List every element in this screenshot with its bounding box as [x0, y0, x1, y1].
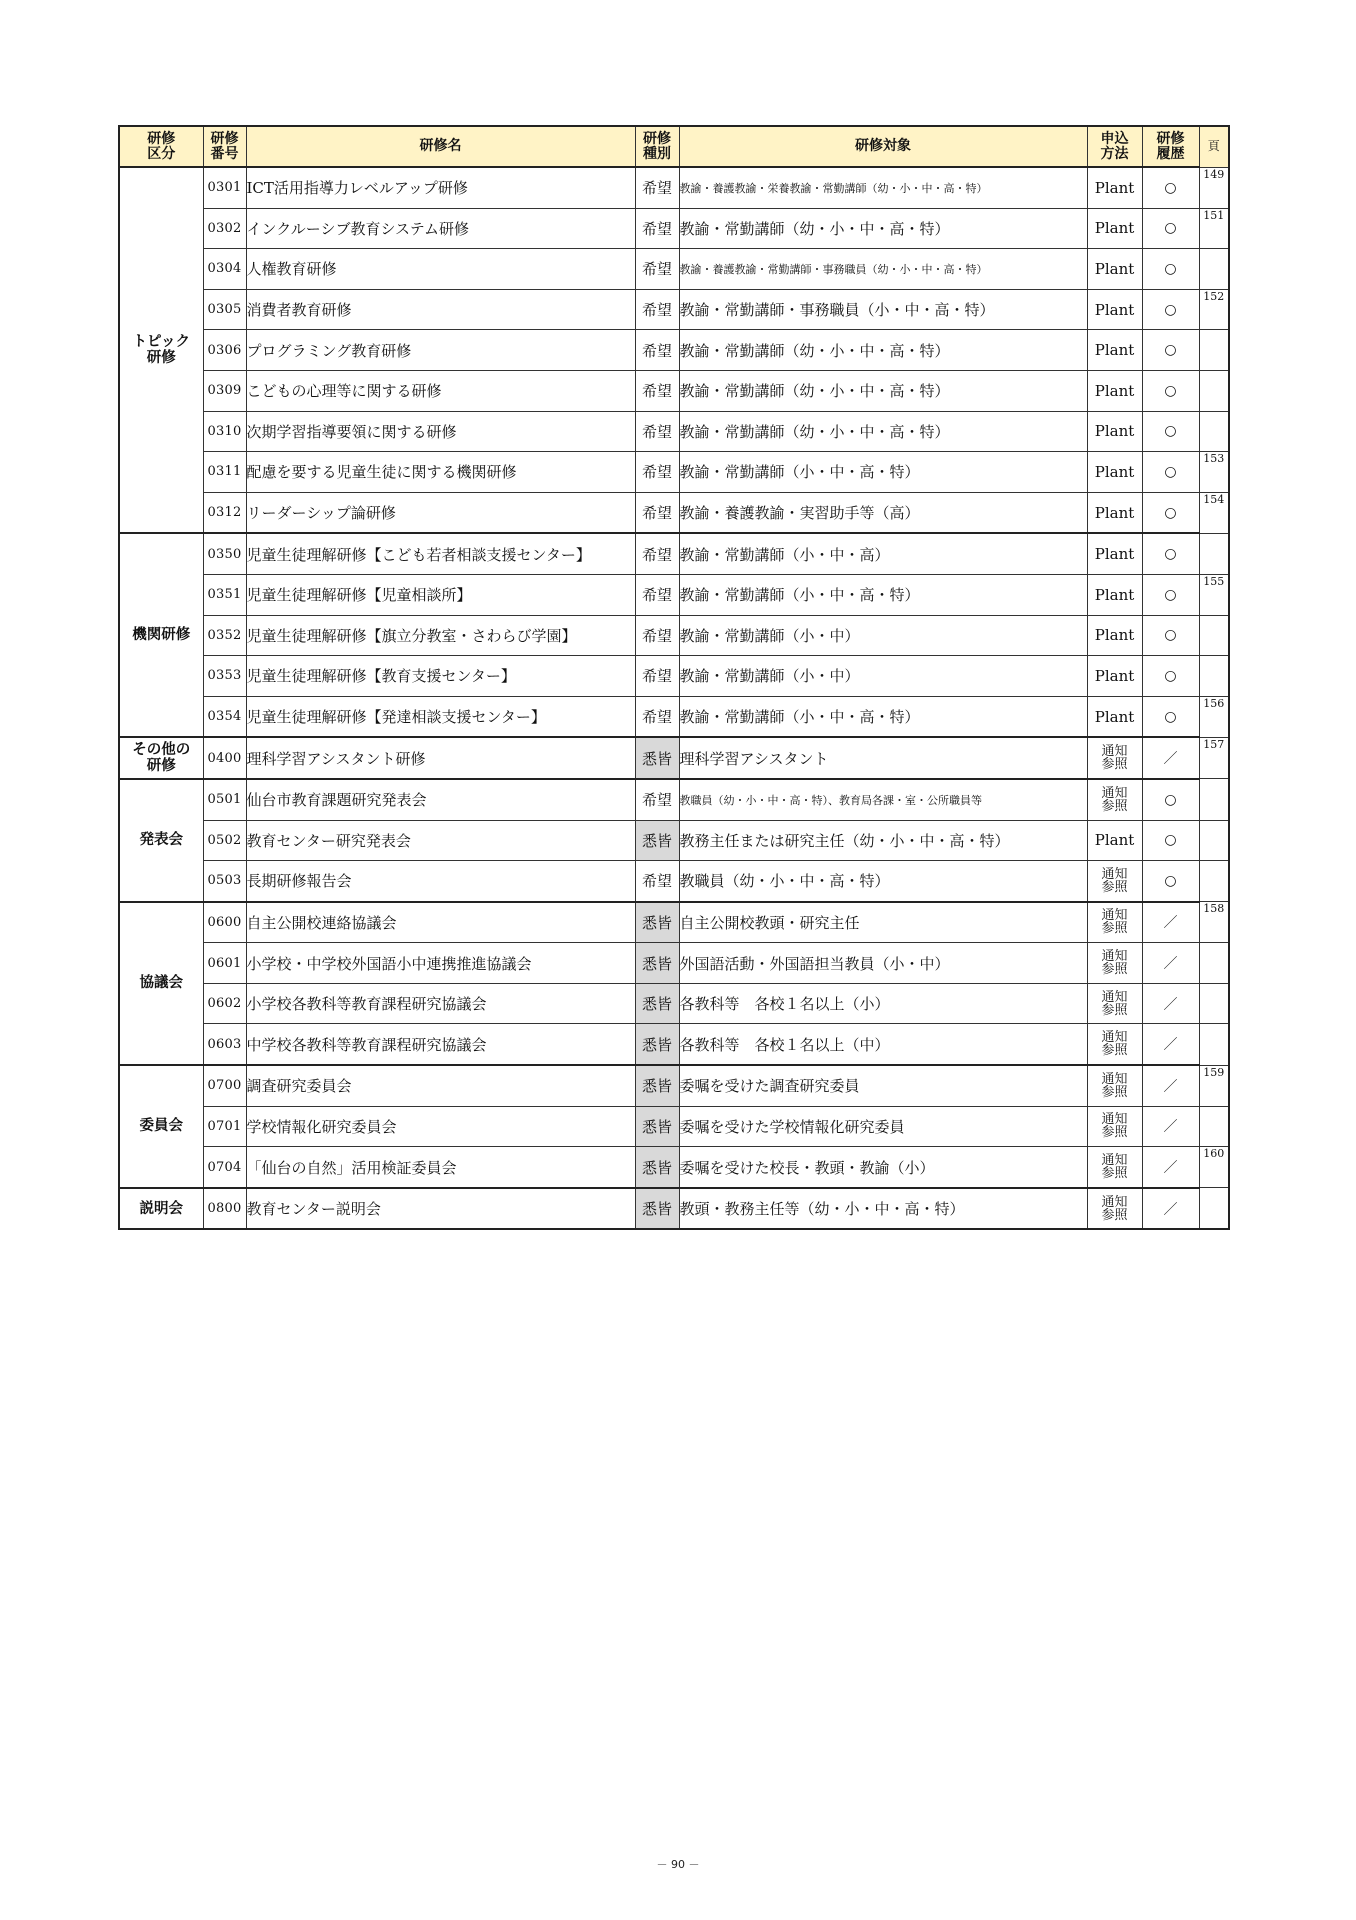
training-kind: 悉皆 — [635, 1147, 679, 1188]
header-target: 研修対象 — [679, 126, 1087, 167]
training-target: 各教科等 各校１名以上（小） — [679, 983, 1087, 1024]
application-method: 通知 参照 — [1087, 1024, 1142, 1065]
application-method: Plant — [1087, 167, 1142, 208]
application-method: Plant — [1087, 492, 1142, 533]
history-mark: ○ — [1142, 330, 1199, 371]
table-row — [119, 330, 1229, 371]
training-name: 児童生徒理解研修【児童相談所】 — [246, 574, 635, 615]
training-code: 0352 — [203, 615, 246, 656]
training-code: 0354 — [203, 696, 246, 737]
training-kind: 希望 — [635, 208, 679, 249]
training-code: 0400 — [203, 737, 246, 779]
history-mark: ○ — [1142, 208, 1199, 249]
training-name: 小学校・中学校外国語小中連携推進協議会 — [246, 943, 635, 984]
training-target: 委嘱を受けた校長・教頭・教諭（小） — [679, 1147, 1087, 1188]
page-ref: 153 — [1199, 452, 1229, 493]
history-mark: ○ — [1142, 696, 1199, 737]
header-method: 申込 方法 — [1087, 126, 1142, 167]
page-ref — [1199, 656, 1229, 697]
page-ref: 151 — [1199, 208, 1229, 249]
training-name: プログラミング教育研修 — [246, 330, 635, 371]
training-name: ICT活用指導力レベルアップ研修 — [246, 167, 635, 208]
page-ref: 158 — [1199, 902, 1229, 943]
page-ref: 155 — [1199, 574, 1229, 615]
training-name: 理科学習アシスタント研修 — [246, 737, 635, 779]
table-row — [119, 737, 1229, 779]
training-kind: 希望 — [635, 289, 679, 330]
training-name: 自主公開校連絡協議会 — [246, 902, 635, 943]
application-method: Plant — [1087, 615, 1142, 656]
page-ref: 154 — [1199, 492, 1229, 533]
training-code: 0502 — [203, 820, 246, 861]
training-code: 0350 — [203, 533, 246, 574]
category-cell-happyo: 発表会 — [119, 779, 203, 902]
training-code: 0310 — [203, 411, 246, 452]
table-row — [119, 779, 1229, 820]
history-mark: ○ — [1142, 779, 1199, 820]
training-name: こどもの心理等に関する研修 — [246, 370, 635, 411]
history-mark: ／ — [1142, 1106, 1199, 1147]
training-target: 委嘱を受けた調査研究委員 — [679, 1065, 1087, 1106]
training-name: 中学校各教科等教育課程研究協議会 — [246, 1024, 635, 1065]
training-kind: 悉皆 — [635, 1024, 679, 1065]
history-mark: ○ — [1142, 656, 1199, 697]
page-ref — [1199, 1106, 1229, 1147]
table-row — [119, 1188, 1229, 1230]
page-ref: 156 — [1199, 696, 1229, 737]
table-row — [119, 411, 1229, 452]
page-ref — [1199, 330, 1229, 371]
training-kind: 悉皆 — [635, 737, 679, 779]
history-mark: ○ — [1142, 289, 1199, 330]
application-method: 通知 参照 — [1087, 779, 1142, 820]
training-kind: 希望 — [635, 370, 679, 411]
training-kind: 希望 — [635, 492, 679, 533]
application-method: Plant — [1087, 696, 1142, 737]
training-kind: 希望 — [635, 330, 679, 371]
application-method: 通知 参照 — [1087, 902, 1142, 943]
training-code: 0501 — [203, 779, 246, 820]
training-target: 教諭・常勤講師（幼・小・中・高・特） — [679, 208, 1087, 249]
training-target: 教諭・常勤講師（幼・小・中・高・特） — [679, 330, 1087, 371]
application-method: Plant — [1087, 656, 1142, 697]
training-code: 0353 — [203, 656, 246, 697]
table-row — [119, 1065, 1229, 1106]
training-target: 教諭・常勤講師（小・中・高・特） — [679, 696, 1087, 737]
training-code: 0302 — [203, 208, 246, 249]
training-name: 児童生徒理解研修【発達相談支援センター】 — [246, 696, 635, 737]
history-mark: ○ — [1142, 820, 1199, 861]
category-cell-kyogi: 協議会 — [119, 902, 203, 1065]
page-ref: 149 — [1199, 167, 1229, 208]
training-code: 0304 — [203, 249, 246, 290]
training-code: 0603 — [203, 1024, 246, 1065]
header-history: 研修 履歴 — [1142, 126, 1199, 167]
header-code: 研修 番号 — [203, 126, 246, 167]
training-code: 0600 — [203, 902, 246, 943]
training-code: 0312 — [203, 492, 246, 533]
training-name: 教育センター説明会 — [246, 1188, 635, 1230]
training-target: 教職員（幼・小・中・高・特）、教育局各課・室・公所職員等 — [679, 779, 1087, 820]
history-mark: ○ — [1142, 249, 1199, 290]
table-row — [119, 249, 1229, 290]
training-code: 0704 — [203, 1147, 246, 1188]
page-ref — [1199, 820, 1229, 861]
application-method: 通知 参照 — [1087, 1147, 1142, 1188]
application-method: Plant — [1087, 452, 1142, 493]
training-code: 0700 — [203, 1065, 246, 1106]
application-method: 通知 参照 — [1087, 861, 1142, 902]
training-target: 教諭・常勤講師（小・中） — [679, 615, 1087, 656]
training-target: 教務主任または研究主任（幼・小・中・高・特） — [679, 820, 1087, 861]
page-ref — [1199, 370, 1229, 411]
table-body — [119, 167, 1229, 1229]
training-kind: 希望 — [635, 411, 679, 452]
training-kind: 希望 — [635, 656, 679, 697]
history-mark: ／ — [1142, 943, 1199, 984]
training-name: 配慮を要する児童生徒に関する機関研修 — [246, 452, 635, 493]
training-name: 人権教育研修 — [246, 249, 635, 290]
page-ref — [1199, 615, 1229, 656]
training-target: 各教科等 各校１名以上（中） — [679, 1024, 1087, 1065]
page-ref — [1199, 411, 1229, 452]
training-target: 委嘱を受けた学校情報化研究委員 — [679, 1106, 1087, 1147]
training-code: 0306 — [203, 330, 246, 371]
training-name: 次期学習指導要領に関する研修 — [246, 411, 635, 452]
training-name: インクルーシブ教育システム研修 — [246, 208, 635, 249]
application-method: 通知 参照 — [1087, 1065, 1142, 1106]
training-name: 消費者教育研修 — [246, 289, 635, 330]
training-code: 0311 — [203, 452, 246, 493]
history-mark: ○ — [1142, 370, 1199, 411]
application-method: Plant — [1087, 533, 1142, 574]
training-code: 0701 — [203, 1106, 246, 1147]
training-name: 仙台市教育課題研究発表会 — [246, 779, 635, 820]
page-ref: 157 — [1199, 737, 1229, 779]
training-target: 理科学習アシスタント — [679, 737, 1087, 779]
training-name: 長期研修報告会 — [246, 861, 635, 902]
training-kind: 悉皆 — [635, 943, 679, 984]
training-kind: 希望 — [635, 696, 679, 737]
application-method: Plant — [1087, 411, 1142, 452]
training-kind: 希望 — [635, 861, 679, 902]
training-name: 教育センター研究発表会 — [246, 820, 635, 861]
application-method: 通知 参照 — [1087, 1106, 1142, 1147]
category-cell-topic: トピック 研修 — [119, 167, 203, 533]
training-kind: 悉皆 — [635, 1106, 679, 1147]
training-target: 教諭・常勤講師（小・中・高） — [679, 533, 1087, 574]
header-category: 研修 区分 — [119, 126, 203, 167]
training-kind: 希望 — [635, 452, 679, 493]
page-ref — [1199, 1024, 1229, 1065]
application-method: Plant — [1087, 574, 1142, 615]
page-ref — [1199, 1188, 1229, 1230]
training-name: リーダーシップ論研修 — [246, 492, 635, 533]
application-method: Plant — [1087, 330, 1142, 371]
training-target: 外国語活動・外国語担当教員（小・中） — [679, 943, 1087, 984]
table-row — [119, 902, 1229, 943]
table-row — [119, 1147, 1229, 1188]
header-row — [119, 126, 1229, 167]
category-cell-other: その他の 研修 — [119, 737, 203, 779]
header-page: 頁 — [1199, 126, 1229, 167]
training-kind: 希望 — [635, 167, 679, 208]
training-code: 0309 — [203, 370, 246, 411]
training-code: 0602 — [203, 983, 246, 1024]
training-target: 教諭・常勤講師（幼・小・中・高・特） — [679, 370, 1087, 411]
table-row — [119, 615, 1229, 656]
training-kind: 悉皆 — [635, 1065, 679, 1106]
page-number-footer: － 90 － — [656, 1858, 700, 1871]
training-code: 0800 — [203, 1188, 246, 1230]
training-kind: 希望 — [635, 615, 679, 656]
page-ref — [1199, 983, 1229, 1024]
table-row — [119, 452, 1229, 493]
table-row — [119, 983, 1229, 1024]
training-target: 教頭・教務主任等（幼・小・中・高・特） — [679, 1188, 1087, 1230]
training-table — [118, 125, 1230, 1230]
page-ref — [1199, 779, 1229, 820]
table-row — [119, 820, 1229, 861]
training-name: 調査研究委員会 — [246, 1065, 635, 1106]
application-method: 通知 参照 — [1087, 737, 1142, 779]
table-row — [119, 656, 1229, 697]
training-kind: 希望 — [635, 779, 679, 820]
table-row — [119, 861, 1229, 902]
page-ref — [1199, 249, 1229, 290]
table-row — [119, 943, 1229, 984]
training-code: 0351 — [203, 574, 246, 615]
table-row — [119, 289, 1229, 330]
category-cell-kikan: 機関研修 — [119, 533, 203, 737]
application-method: Plant — [1087, 370, 1142, 411]
training-kind: 悉皆 — [635, 902, 679, 943]
table-row — [119, 696, 1229, 737]
training-target: 教職員（幼・小・中・高・特） — [679, 861, 1087, 902]
table-row — [119, 1106, 1229, 1147]
training-kind: 悉皆 — [635, 1188, 679, 1230]
training-code: 0305 — [203, 289, 246, 330]
history-mark: ／ — [1142, 1188, 1199, 1230]
history-mark: ○ — [1142, 167, 1199, 208]
training-kind: 希望 — [635, 574, 679, 615]
training-target: 教諭・常勤講師（小・中） — [679, 656, 1087, 697]
training-target: 教諭・養護教諭・実習助手等（高） — [679, 492, 1087, 533]
training-name: 「仙台の自然」活用検証委員会 — [246, 1147, 635, 1188]
table-row — [119, 167, 1229, 208]
table-row — [119, 492, 1229, 533]
training-target: 自主公開校教頭・研究主任 — [679, 902, 1087, 943]
category-cell-iin: 委員会 — [119, 1065, 203, 1188]
training-target: 教諭・養護教諭・常勤講師・事務職員（幼・小・中・高・特） — [679, 249, 1087, 290]
training-kind: 希望 — [635, 249, 679, 290]
training-target: 教諭・養護教諭・栄養教諭・常勤講師（幼・小・中・高・特） — [679, 167, 1087, 208]
training-code: 0301 — [203, 167, 246, 208]
category-cell-setsumei: 説明会 — [119, 1188, 203, 1230]
page-ref — [1199, 533, 1229, 574]
page-ref: 159 — [1199, 1065, 1229, 1106]
header-kind: 研修 種別 — [635, 126, 679, 167]
history-mark: ○ — [1142, 533, 1199, 574]
table-row — [119, 370, 1229, 411]
page-ref: 152 — [1199, 289, 1229, 330]
history-mark: ○ — [1142, 452, 1199, 493]
training-target: 教諭・常勤講師（小・中・高・特） — [679, 574, 1087, 615]
training-target: 教諭・常勤講師（小・中・高・特） — [679, 452, 1087, 493]
history-mark: ／ — [1142, 1147, 1199, 1188]
application-method: 通知 参照 — [1087, 1188, 1142, 1230]
training-code: 0503 — [203, 861, 246, 902]
history-mark: ／ — [1142, 1024, 1199, 1065]
training-kind: 希望 — [635, 533, 679, 574]
history-mark: ／ — [1142, 902, 1199, 943]
table-row — [119, 1024, 1229, 1065]
header-name: 研修名 — [246, 126, 635, 167]
history-mark: ／ — [1142, 983, 1199, 1024]
training-code: 0601 — [203, 943, 246, 984]
table-row — [119, 208, 1229, 249]
history-mark: ○ — [1142, 492, 1199, 533]
training-kind: 悉皆 — [635, 983, 679, 1024]
history-mark: ○ — [1142, 574, 1199, 615]
training-name: 児童生徒理解研修【旗立分教室・さわらび学園】 — [246, 615, 635, 656]
page-ref — [1199, 943, 1229, 984]
training-name: 小学校各教科等教育課程研究協議会 — [246, 983, 635, 1024]
history-mark: ／ — [1142, 737, 1199, 779]
application-method: 通知 参照 — [1087, 983, 1142, 1024]
training-name: 児童生徒理解研修【教育支援センター】 — [246, 656, 635, 697]
page-ref — [1199, 861, 1229, 902]
training-name: 学校情報化研究委員会 — [246, 1106, 635, 1147]
page-ref: 160 — [1199, 1147, 1229, 1188]
application-method: Plant — [1087, 208, 1142, 249]
history-mark: ○ — [1142, 615, 1199, 656]
training-name: 児童生徒理解研修【こども若者相談支援センター】 — [246, 533, 635, 574]
application-method: Plant — [1087, 249, 1142, 290]
history-mark: ○ — [1142, 411, 1199, 452]
application-method: 通知 参照 — [1087, 943, 1142, 984]
table-row — [119, 533, 1229, 574]
training-kind: 悉皆 — [635, 820, 679, 861]
application-method: Plant — [1087, 289, 1142, 330]
history-mark: ／ — [1142, 1065, 1199, 1106]
table-row — [119, 574, 1229, 615]
training-target: 教諭・常勤講師（幼・小・中・高・特） — [679, 411, 1087, 452]
application-method: Plant — [1087, 820, 1142, 861]
training-target: 教諭・常勤講師・事務職員（小・中・高・特） — [679, 289, 1087, 330]
history-mark: ○ — [1142, 861, 1199, 902]
